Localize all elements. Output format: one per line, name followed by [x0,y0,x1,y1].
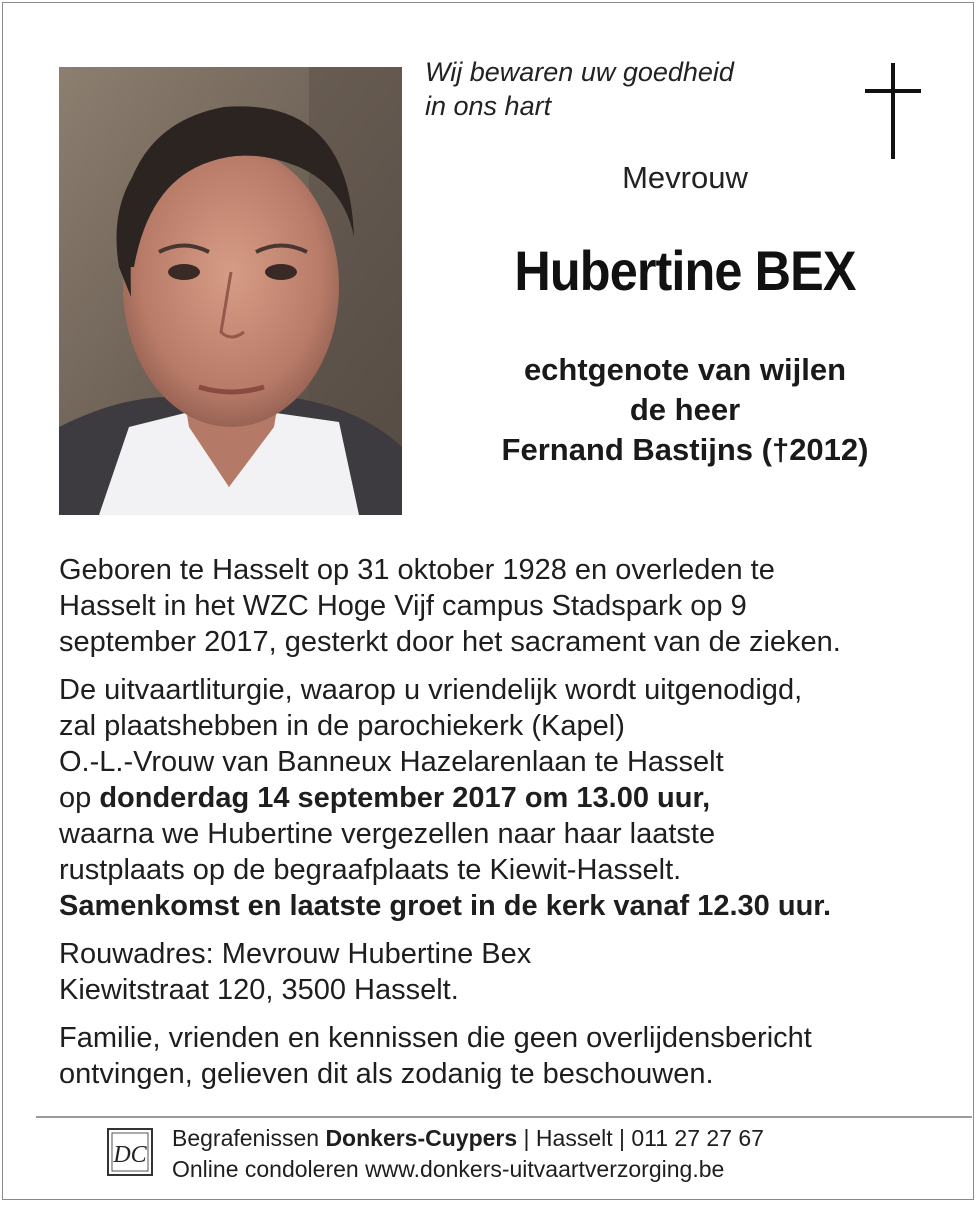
motto-line-2: in ons hart [425,91,552,121]
funeral-date: donderdag 14 september 2017 om 13.00 uur, [99,782,711,814]
funeral-line-1: De uitvaartliturgie, waarop u vriendelijk wordt uitgenodigd, [59,674,803,706]
funeral-line-3: O.-L.-Vrouw van Banneux Hazelarenlaan te Hasselt [59,746,724,778]
birth-death-line-2: Hasselt in het WZC Hoge Vijf campus Stadspark op 9 [59,590,747,622]
spouse-line-3: Fernand Bastijns (†2012) [501,432,869,467]
address-line-1: Rouwadres: Mevrouw Hubertine Bex [59,938,532,970]
portrait-photo [59,67,402,515]
funeral-paragraph [59,672,959,924]
deceased-name: Hubertine BEX [514,239,856,302]
funeral-line-6: rustplaats op de begraafplaats te Kiewit-Hasselt. [59,854,682,886]
footer-line-1 [172,1123,764,1154]
spouse-info [400,350,970,470]
honorific: Mevrouw [622,160,748,195]
logo-monogram: DC [113,1142,147,1168]
footer-prefix: Begrafenissen [172,1125,326,1151]
address-paragraph [59,936,959,1008]
notice-line-2: ontvingen, gelieven dit als zodanig te beschouwen. [59,1058,714,1090]
funeral-line-5: waarna we Hubertine vergezellen naar haar laatste [59,818,716,850]
address-line-2: Kiewitstraat 120, 3500 Hasselt. [59,974,459,1006]
birth-death-line-1: Geboren te Hasselt op 31 oktober 1928 en overleden te [59,554,775,586]
gathering-notice: Samenkomst en laatste groet in de kerk vanaf 12.30 uur. [59,890,832,922]
birth-death-paragraph [59,552,959,660]
funeral-line-4 [59,780,959,816]
funeral-home-footer [172,1123,764,1185]
spouse-line-2: de heer [629,392,741,427]
funeral-home-logo [106,1127,156,1179]
footer-divider [36,1116,972,1118]
footer-condolence-link[interactable]: Online condoleren www.donkers-uitvaartverzorging.be [172,1156,725,1182]
funeral-line-2: zal plaatshebben in de parochiekerk (Kapel) [59,710,625,742]
birth-death-line-3: september 2017, gesterkt door het sacrament van de zieken. [59,626,841,658]
footer-location-phone: | Hasselt | 011 27 27 67 [517,1125,764,1151]
spouse-line-1: echtgenote van wijlen [523,352,847,387]
notice-line-1: Familie, vrienden en kennissen die geen overlijdensbericht [59,1022,812,1054]
motto-line-1: Wij bewaren uw goedheid [425,57,734,87]
motto [425,55,734,123]
funeral-home-name: Donkers-Cuypers [325,1125,518,1151]
funeral-date-prefix: op [59,782,100,814]
cross-icon [865,63,921,159]
announcement-body [59,552,959,1092]
notice-paragraph [59,1020,959,1092]
